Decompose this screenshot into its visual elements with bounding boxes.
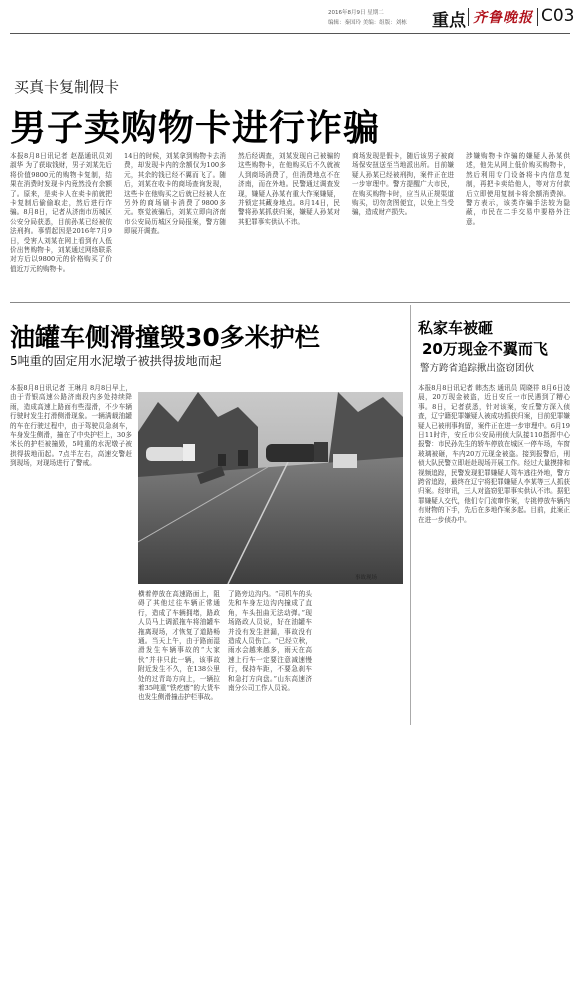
story1-column-1: 本报8月8日讯记者 赵磊通讯员刘淑华 为了获取钱财，男子刘某先后将价值9800元的购物卡复制，结果在消费时发现卡内竟然没有余额了。原来，是卖卡人在卖卡前就把卡复制后偷偷取走，然后进行诈骗。8月8日，记者从济南市历城区公安分局获悉，目前孙某已经被依法刑拘。事情起因是2016年7月9日，受害人刘某在网上看到有人低价出售购物卡，刘某通过网络联系对方后以9800元的价格购买了价值近万元的购物卡。 [10,152,112,273]
column-divider [410,305,411,725]
section-rule [10,302,570,303]
photo-caption: 事故现场 [355,575,378,581]
story3-headline-line1: 私家车被砸 [418,319,494,337]
date-line: 2016年8月9日 星期二 [328,10,384,16]
divider [537,8,538,26]
top-rule [10,33,570,34]
story2-headline: 油罐车侧滑撞毁30多米护栏 [10,323,320,352]
story1-headline: 男子卖购物卡进行诈骗 [10,108,381,149]
story1-column-4: 商场发现是假卡，随后该男子被商场保安扭送至当地派出所。目前嫌疑人孙某已经被刑拘，案件正在进一步审理中。警方提醒广大市民，在购买购物卡时，应当从正规渠道购买，切勿贪图便宜，以免上当受骗，造成财产损失。 [352,152,454,217]
story2-column-3: 了路旁边沟内。“司机车的头先和车身左边沟内撞成了直角，车头扭曲无法动弹。”现场路政人员说，好在油罐车并没有发生泄漏，事故没有造成人员伤亡。“已经立秋，雨水会越来越多，雨天在高速上行车一定要注意减速慢行，保持车距，不要急刹车和急打方向盘。”山东高速济南分公司工作人员说。 [228,590,312,693]
section-name: 重点 [432,11,466,31]
newspaper-logo: 齐鲁晚报 [473,10,533,26]
story3-column: 本报8月8日讯记者 韩杰杰 通讯员 周晓祥 8月6日凌晨，20万现金被盗，近日安丘一市民遇到了糟心事。8日，记者获悉，针对该案，安丘警方深入侦查，辽宁籍犯罪嫌疑人被成功抓获归案，目前犯罪嫌疑人已被刑事拘留，案件正在进一步审理中。6月19日11时许，安丘市公安局刑侦大队接110指挥中心报警：市民孙先生的轿车停放在城区一停车场，车窗玻璃被砸，车内20万元现金被盗。接到报警后，刑侦大队民警立即赶赴现场开展工作。经过大量摸排和视频追踪，民警发现犯罪嫌疑人驾车逃往外地，警方跨省追踪，最终在辽宁将犯罪嫌疑人李某等三人抓获归案。经审讯，三人对盗窃犯罪事实供认不讳。据犯罪嫌疑人交代，他们专门流窜作案，专挑停放车辆内有财物的下手，先后在多地作案多起。目前，此案正在进一步侦办中。 [418,384,570,524]
masthead [0,0,580,40]
divider [468,8,469,26]
staff-line: 编辑：秦国玲 美编：组版：刘栋 [328,20,407,26]
story3-headline-line2: 20万现金不翼而飞 [422,340,548,358]
story2-subhead: 5吨重的固定用水泥墩子被拱得拔地而起 [10,354,222,368]
page-number: C03 [541,6,575,26]
story3-subhead: 警方跨省追踪揪出盗窃团伙 [420,363,535,374]
story1-column-5: 涉嫌购物卡诈骗的嫌疑人孙某供述，他先从网上低价购买购物卡，然后利用专门设备将卡内信息复制，再把卡卖给他人，等对方付款后立即使用复制卡将余额消费掉。警方表示，该类诈骗手法较为隐蔽，市民在二手交易中要格外注意。 [466,152,570,226]
story1-kicker: 买真卡复制假卡 [14,78,120,96]
story1-column-2: 14日的时候，刘某拿到购物卡去消费，却发现卡内的余额仅为100多元，其余的钱已经不翼而飞了。随后，刘某在收卡的商场查询发现，这些卡在他购买之后就已经被人在另外的商场刷卡消费了9800多元。察觉被骗后，刘某立即向济南市公安局历城区分局报案，警方随即展开调查。 [124,152,226,236]
story2-column-2: 横着停放在高速路面上，阻碍了其他过往车辆正常通行，造成了车辆拥堵，路政人员马上调派拖车将油罐车拖离现场，才恢复了道路畅通。当天上午，由于路面湿滑发生车辆事故的“大家伙”并非只此一辆，该事故附近发生不久，在138公里处的过青岛方向上，一辆拉着35吨重“铁疙瘩”的大货车也发生侧滑撞击护栏事故。 [138,590,220,702]
story1-column-3: 然后经调查，刘某发现自己被骗的这些购物卡，在他购买后不久就被人到商场消费了，但消费地点不在济南，而在外地。民警通过调查发现，嫌疑人孙某有重大作案嫌疑，并锁定其藏身地点。8月14日，民警将孙某抓获归案，嫌疑人孙某对其犯罪事实供认不讳。 [238,152,340,226]
story2-column-1: 本报8月8日讯记者 王琳月 8月8日早上，由于青银高速公路济南段内多处持续降雨，造成高速上路面有些湿滑，不少车辆行驶时发生打滑侧滑现象。一辆满载油罐的车在行驶过程中，由于驾驶员急刹车，车身发生侧滑，撞在了中央护栏上，30多米长的护栏被撞毁，5吨重的水泥墩子被拱得拔地而起。7点半左右，高速交警赶到现场，对现场进行了警戒。 [10,384,132,468]
accident-photo [138,392,403,584]
